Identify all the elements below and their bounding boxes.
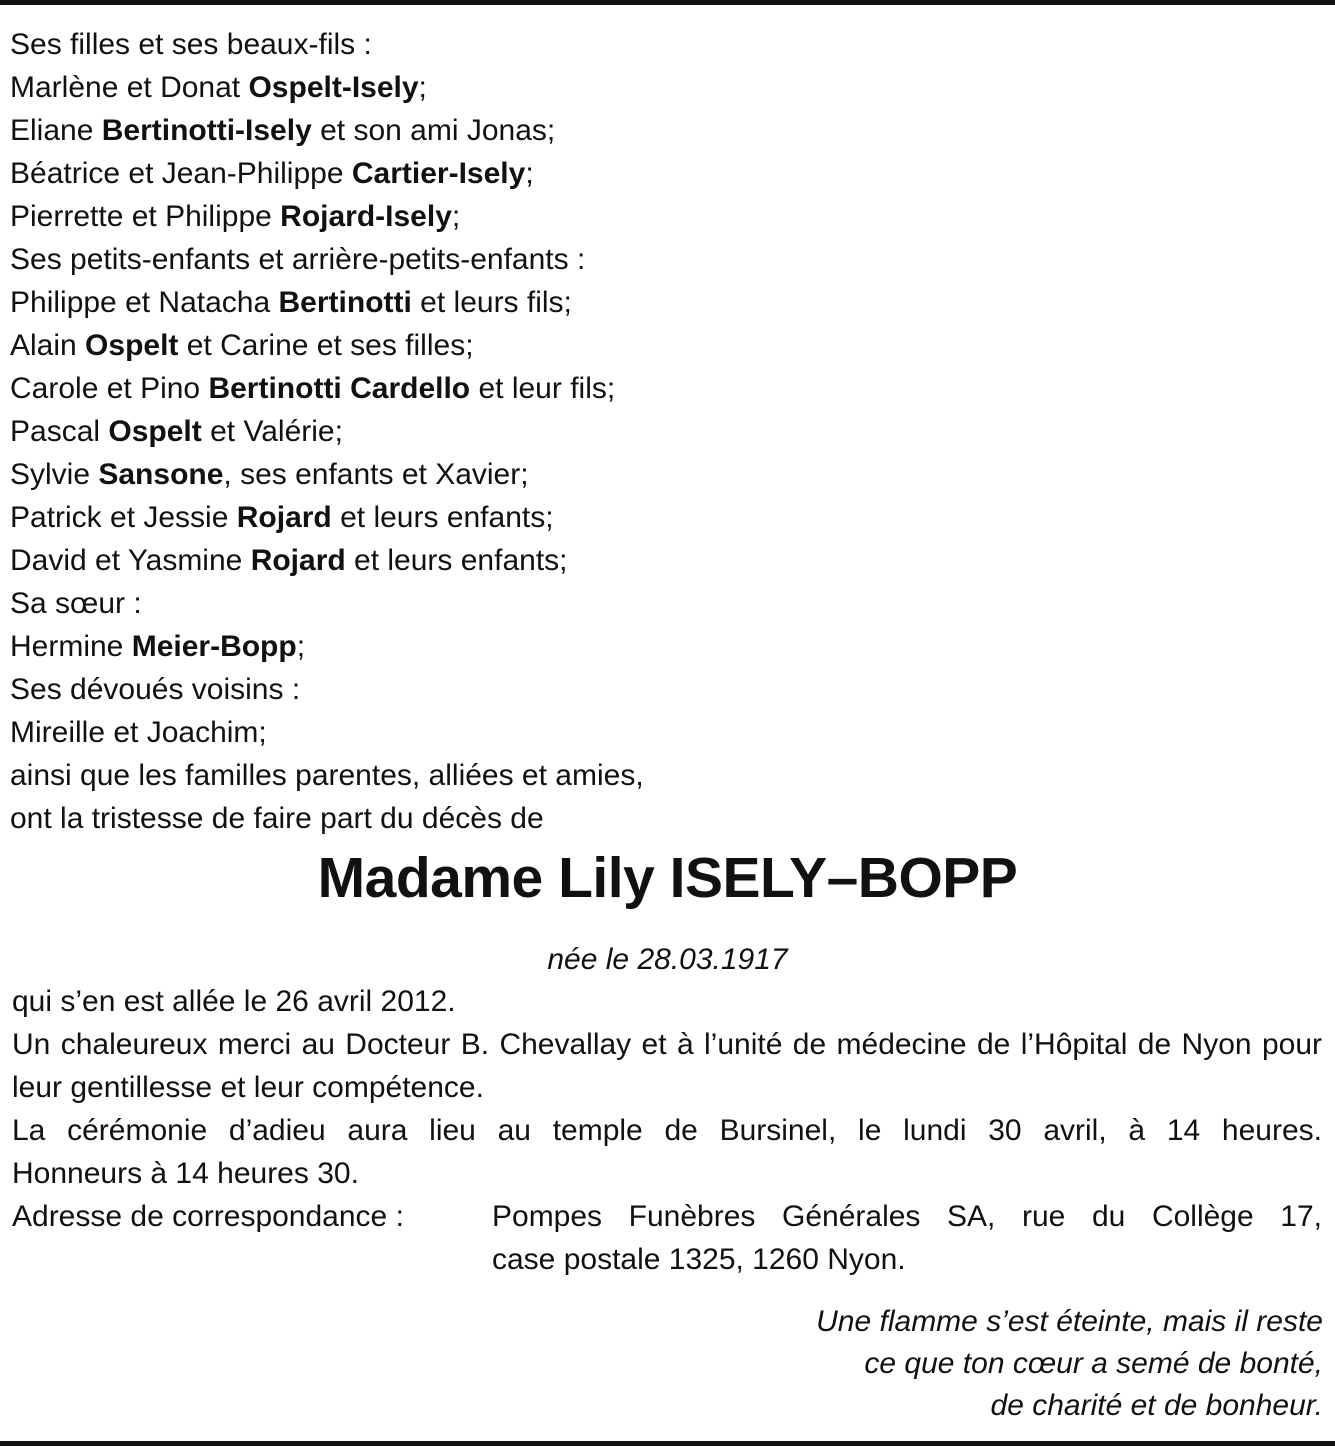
correspondence-address [12, 1195, 1322, 1281]
family-line: Ses petits-enfants et arrière-petits-enfants : [10, 243, 586, 276]
verse-line: de charité et de bonheur. [990, 1389, 1323, 1422]
family-line: Marlène et Donat Ospelt-Isely; [10, 71, 427, 104]
family-line: Pascal Ospelt et Valérie; [10, 415, 343, 448]
family-line: Sa sœur : [10, 587, 142, 620]
bottom-rule [0, 1441, 1335, 1446]
verse-line: ce que ton cœur a semé de bonté, [864, 1347, 1323, 1380]
family-list [10, 23, 1320, 840]
family-line: Ses filles et ses beaux-fils : [10, 28, 372, 61]
family-line: Ses dévoués voisins : [10, 673, 301, 706]
honours-text: Honneurs à 14 heures 30. [12, 1157, 359, 1190]
family-line: Pierrette et Philippe Rojard-Isely; [10, 200, 461, 233]
departed-text: qui s’en est allée le 26 avril 2012. [12, 985, 456, 1018]
address-line: case postale 1325, 1260 Nyon. [492, 1243, 906, 1276]
family-line: Eliane Bertinotti-Isely et son ami Jonas; [10, 114, 556, 147]
family-line: ainsi que les familles parentes, alliées et amies, [10, 759, 644, 792]
family-line: Philippe et Natacha Bertinotti et leurs fils; [10, 286, 572, 319]
closing-verse [423, 1301, 1323, 1427]
deceased-name: Madame Lily ISELY–BOPP [317, 846, 1018, 910]
address-lines [492, 1195, 1322, 1281]
family-line: Alain Ospelt et Carine et ses filles; [10, 329, 474, 362]
family-line: ont la tristesse de faire part du décès de [10, 802, 544, 835]
family-line: Patrick et Jessie Rojard et leurs enfants; [10, 501, 554, 534]
family-line: Sylvie Sansone, ses enfants et Xavier; [10, 458, 529, 491]
thanks-text: Un chaleureux merci au Docteur B. Chevallay et à l’unité de médecine de l’Hôpital de Nyon pour leur gentillesse et leur compétence. [12, 1028, 1322, 1104]
verse-line: Une flamme s’est éteinte, mais il reste [816, 1305, 1323, 1338]
address-label: Adresse de correspondance : [12, 1200, 404, 1233]
family-line: Mireille et Joachim; [10, 716, 267, 749]
ceremony-text: La cérémonie d’adieu aura lieu au temple de Bursinel, le lundi 30 avril, à 14 heures. [12, 1114, 1322, 1147]
notice-body [12, 980, 1322, 1281]
family-line: Béatrice et Jean-Philippe Cartier-Isely; [10, 157, 534, 190]
top-rule [0, 0, 1335, 5]
family-line: Carole et Pino Bertinotti Cardello et leur fils; [10, 372, 616, 405]
family-line: Hermine Meier-Bopp; [10, 630, 306, 663]
family-line: David et Yasmine Rojard et leurs enfants; [10, 544, 568, 577]
birth-date: née le 28.03.1917 [547, 943, 788, 976]
address-line: Pompes Funèbres Générales SA, rue du Collège 17, [492, 1200, 1322, 1233]
